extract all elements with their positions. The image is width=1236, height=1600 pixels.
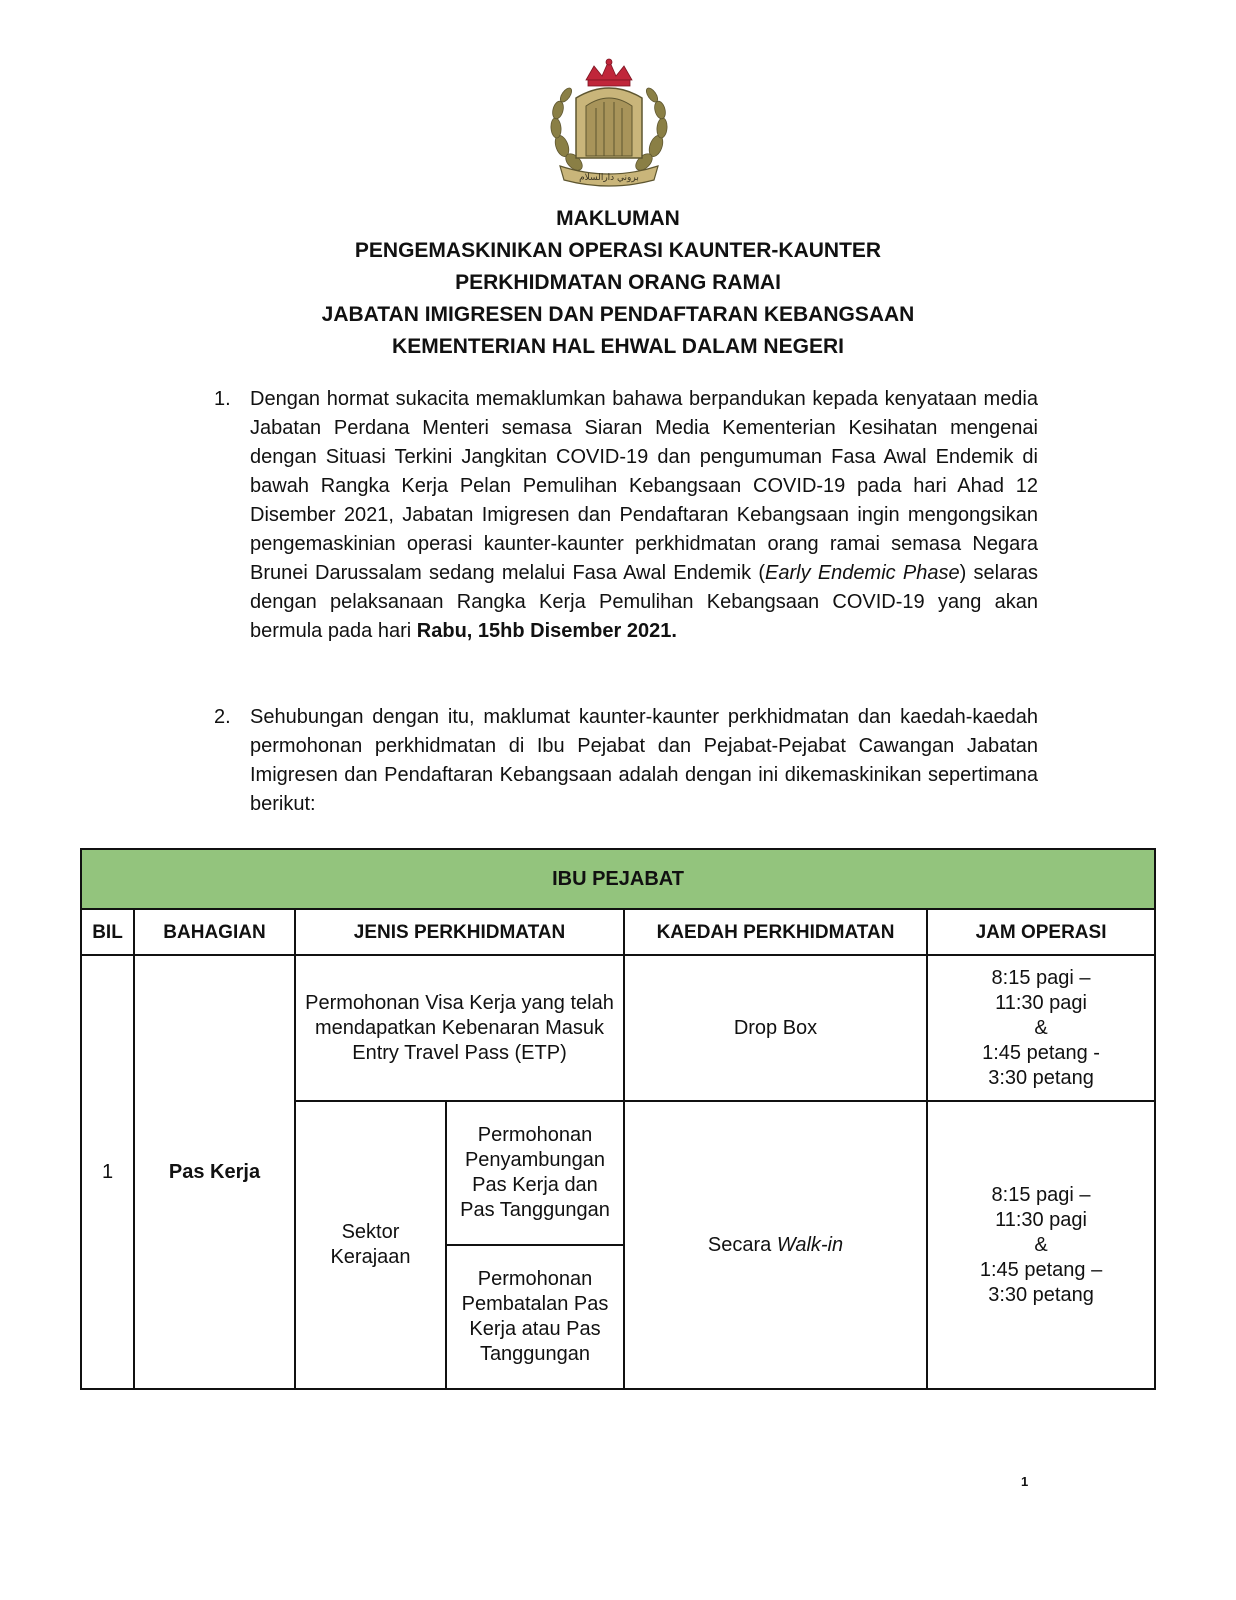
- jam-line: &: [1034, 1233, 1048, 1256]
- column-header-jam: JAM OPERASI: [927, 909, 1155, 955]
- title-line: KEMENTERIAN HAL EHWAL DALAM NEGERI: [392, 335, 844, 358]
- column-header-bahagian: BAHAGIAN: [134, 909, 295, 955]
- jam-line: 11:30 pagi: [995, 991, 1087, 1014]
- jam-line: 3:30 petang: [988, 1066, 1094, 1089]
- column-header-jenis: JENIS PERKHIDMATAN: [295, 909, 624, 955]
- paragraph-text: Sehubungan dengan itu, maklumat kaunter-kaunter perkhidmatan dan kaedah-kaedah permohonan perkhidmatan di Ibu Pejabat dan Pejabat-Pejabat Cawangan Jabatan Imigresen dan Pendaftaran Kebangsaan adalah dengan ini dikemaskinikan sepertimana berikut:: [250, 706, 1038, 815]
- brunei-government-crest-icon: [546, 58, 672, 188]
- kaedah-prefix: Secara: [707, 1233, 777, 1256]
- paragraph-text-part: ) selaras dengan pelaksanaan Rangka Kerja Pemulihan Kebangsaan COVID-19 yang akan bermula pada hari: [250, 562, 1039, 642]
- jam-line: 1:45 petang –: [979, 1258, 1103, 1281]
- table-header-row: [81, 909, 1155, 955]
- table-row: [81, 955, 1155, 1101]
- svg-text:بروني دارالسلام: بروني دارالسلام: [579, 173, 639, 183]
- jam-line: &: [1034, 1016, 1048, 1039]
- cell-jam-operasi: [927, 955, 1155, 1101]
- table-section-title: IBU PEJABAT: [81, 849, 1155, 909]
- jam-line: 11:30 pagi: [995, 1208, 1087, 1231]
- paragraph-text-part: Dengan hormat sukacita memaklumkan bahawa berpandukan kepada kenyataan media Jabatan Perdana Menteri semasa Siaran Media Kementerian Kesihatan mengenai dengan Situasi Terkini Jangkitan COVID-19 dan pengumuman Fasa Awal Endemik di bawah Rangka Kerja Pelan Pemulihan Kebangsaan COVID-19 pada hari Ahad 12 Disember 2021, Jabatan Imigresen dan Pendaftaran Kebangsaan ingin mengongsikan pengemaskinian operasi kaunter-kaunter perkhidmatan orang ramai semasa Negara Brunei Darussalam sedang melalui Fasa Awal Endemik (: [250, 388, 1038, 584]
- title-line: JABATAN IMIGRESEN DAN PENDAFTARAN KEBANGSAAN: [321, 303, 915, 326]
- cell-jenis-perkhidmatan: Permohonan Pembatalan Pas Kerja atau Pas Tanggungan: [446, 1245, 624, 1389]
- cell-bahagian: Pas Kerja: [134, 955, 295, 1389]
- page-number: 1: [1021, 1474, 1029, 1489]
- column-header-bil: BIL: [81, 909, 134, 955]
- paragraph-text: [250, 385, 1038, 646]
- document-title: [0, 203, 1236, 363]
- paragraph-2: [214, 703, 1038, 819]
- jam-line: 3:30 petang: [988, 1283, 1094, 1306]
- cell-kaedah-perkhidmatan: [624, 1101, 927, 1389]
- services-table: [80, 848, 1156, 1390]
- title-line: MAKLUMAN: [556, 207, 680, 230]
- cell-jam-operasi: [927, 1101, 1155, 1389]
- cell-bil: 1: [81, 955, 134, 1389]
- title-line: PERKHIDMATAN ORANG RAMAI: [455, 271, 781, 294]
- column-header-kaedah: KAEDAH PERKHIDMATAN: [624, 909, 927, 955]
- cell-jenis-perkhidmatan: Permohonan Visa Kerja yang telah mendapatkan Kebenaran Masuk Entry Travel Pass (ETP): [295, 955, 624, 1101]
- jam-line: 8:15 pagi –: [991, 966, 1091, 989]
- cell-sektor: Sektor Kerajaan: [295, 1101, 446, 1389]
- jam-line: 8:15 pagi –: [991, 1183, 1091, 1206]
- kaedah-walk-in: Walk-in: [776, 1233, 844, 1256]
- paragraph-1: [214, 385, 1038, 646]
- paragraph-number: 1.: [214, 388, 231, 410]
- cell-kaedah-perkhidmatan: Drop Box: [624, 955, 927, 1101]
- title-line: PENGEMASKINIKAN OPERASI KAUNTER-KAUNTER: [354, 239, 882, 262]
- jam-line: 1:45 petang -: [982, 1041, 1100, 1064]
- cell-jenis-perkhidmatan: Permohonan Penyambungan Pas Kerja dan Pas Tanggungan: [446, 1101, 624, 1245]
- paragraph-bold-date: Rabu, 15hb Disember 2021.: [416, 620, 677, 642]
- paragraph-italic-text: Early Endemic Phase: [765, 562, 960, 584]
- paragraph-number: 2.: [214, 706, 231, 728]
